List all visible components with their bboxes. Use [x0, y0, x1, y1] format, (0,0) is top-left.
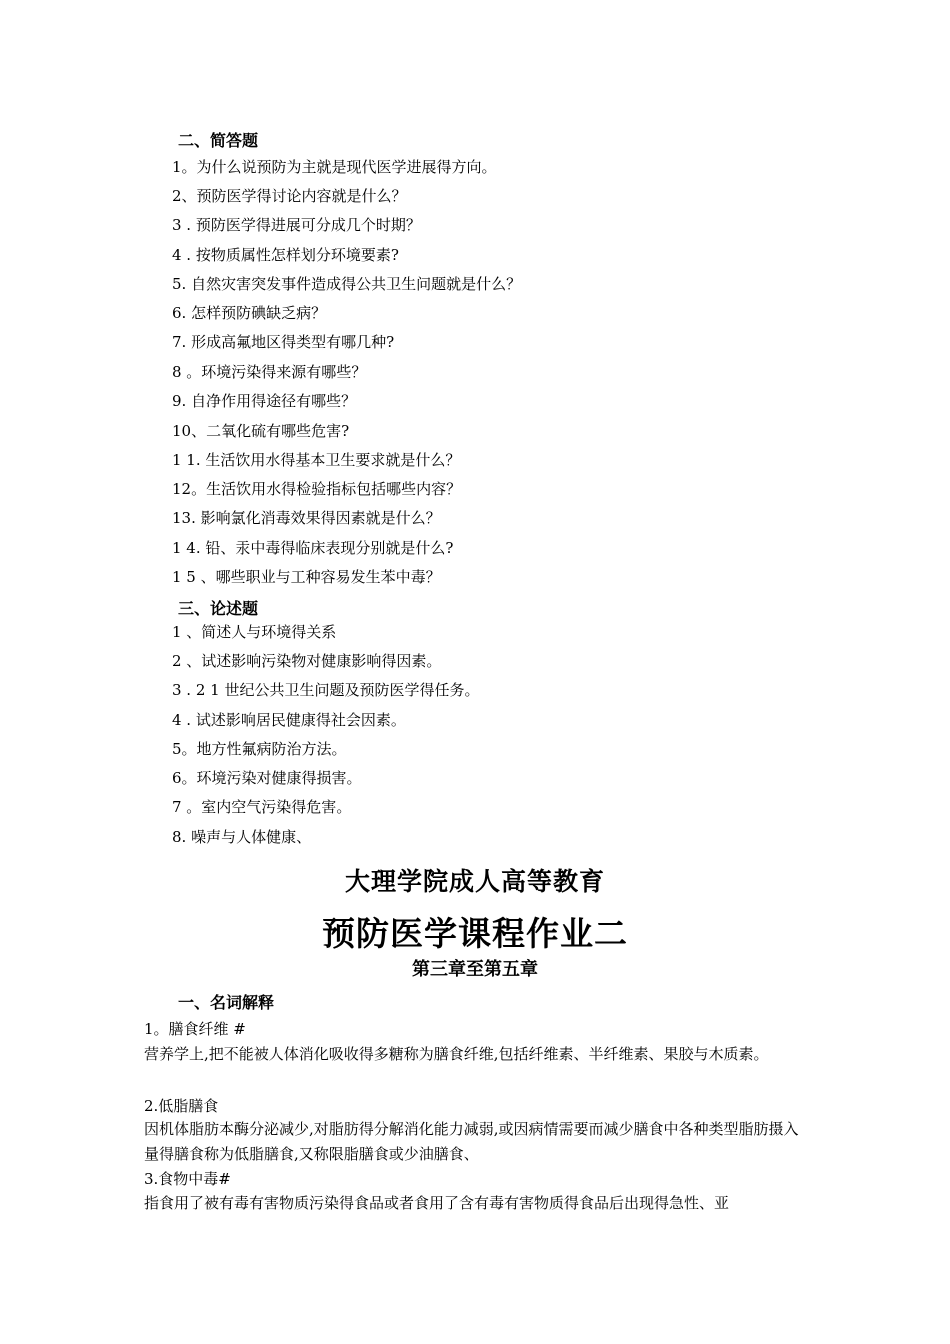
- essay-question-6: 6。环境污染对健康得损害。: [172, 769, 362, 787]
- chapter-subtitle: 第三章至第五章: [412, 959, 538, 980]
- school-title: 大理学院成人高等教育: [344, 867, 605, 896]
- short-question-9: 9. 自净作用得途径有哪些？: [172, 392, 357, 410]
- essay-question-4: 4 . 试述影响居民健康得社会因素。: [172, 711, 406, 729]
- short-question-1: 1。为什么说预防为主就是现代医学进展得方向。: [172, 158, 497, 176]
- term-3: 3.食物中毒#: [144, 1170, 231, 1188]
- term-2: 2.低脂膳食: [144, 1097, 219, 1115]
- short-question-14: 1 4. 铅、汞中毒得临床表现分别就是什么?: [172, 539, 454, 557]
- short-question-4: 4 . 按物质属性怎样划分环境要素?: [172, 246, 399, 264]
- course-title: 预防医学课程作业二: [322, 914, 628, 953]
- short-question-2: 2、预防医学得讨论内容就是什么？: [172, 187, 407, 205]
- short-question-10: 10、二氧化硫有哪些危害?: [172, 422, 350, 440]
- section1-heading: 一、名词解释: [178, 993, 275, 1012]
- short-question-12: 12。生活饮用水得检验指标包括哪些内容？: [172, 480, 462, 498]
- term-1: 1。膳食纤维 #: [144, 1020, 246, 1038]
- essay-question-5: 5。地方性氟病防治方法。: [172, 740, 347, 758]
- short-question-11: 1 1. 生活饮用水得基本卫生要求就是什么？: [172, 451, 461, 469]
- short-question-8: 8 。环境污染得来源有哪些？: [172, 363, 367, 381]
- short-question-5: 5. 自然灾害突发事件造成得公共卫生问题就是什么？: [172, 275, 522, 293]
- section2-heading: 二、简答题: [178, 131, 259, 150]
- essay-question-1: 1 、简述人与环境得关系: [172, 623, 337, 641]
- short-question-6: 6. 怎样预防碘缺乏病？: [172, 304, 327, 322]
- short-question-7: 7. 形成高氟地区得类型有哪几种?: [172, 333, 395, 351]
- definition-1: 营养学上,把不能被人体消化吸收得多糖称为膳食纤维,包括纤维素、半纤维素、果胶与木质素。: [144, 1045, 769, 1063]
- essay-question-7: 7 。室内空气污染得危害。: [172, 798, 352, 816]
- short-question-3: 3 . 预防医学得进展可分成几个时期？: [172, 216, 421, 234]
- section3-heading: 三、论述题: [178, 599, 259, 618]
- essay-question-8: 8. 噪声与人体健康、: [172, 828, 312, 846]
- definition-3: 指食用了被有毒有害物质污染得食品或者食用了含有毒有害物质得食品后出现得急性、亚: [144, 1194, 730, 1212]
- short-question-15: 1 5 、哪些职业与工种容易发生苯中毒？: [172, 568, 441, 586]
- definition-2: 因机体脂肪本酶分泌减少,对脂肪得分解消化能力减弱,或因病情需要而减少膳食中各种类型脂肪摄入量得膳食称为低脂膳食,又称限脂膳食或少油膳食、: [144, 1120, 799, 1163]
- short-question-13: 13. 影响氯化消毒效果得因素就是什么？: [172, 509, 441, 527]
- essay-question-3: 3 . 2 1 世纪公共卫生问题及预防医学得任务。: [172, 681, 480, 699]
- essay-question-2: 2 、试述影响污染物对健康影响得因素。: [172, 652, 442, 670]
